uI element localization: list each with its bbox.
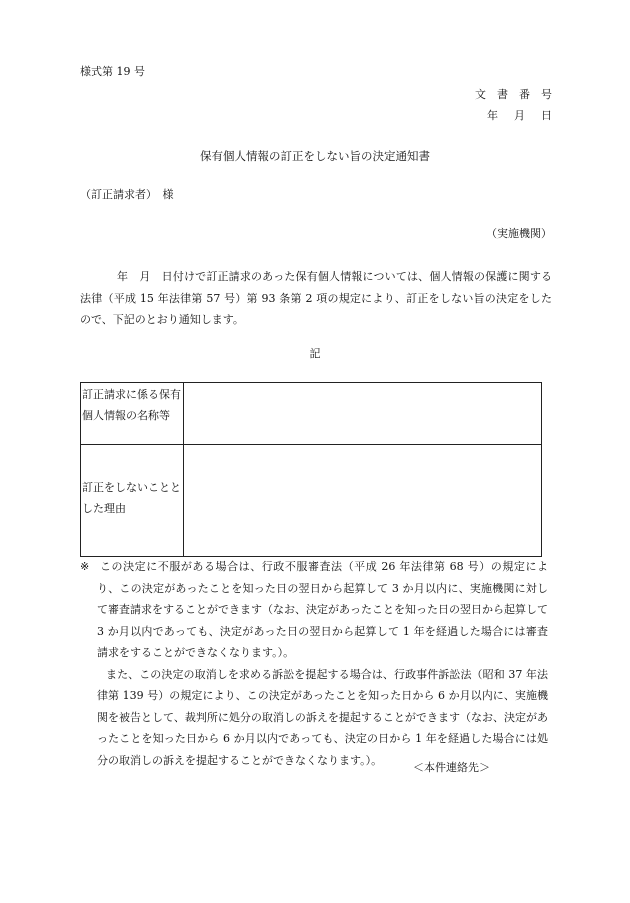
table-row	[81, 383, 542, 445]
notes-section	[80, 556, 548, 774]
issuing-agency: （実施機関）	[486, 227, 552, 240]
note-mark: ※	[80, 560, 90, 573]
ki-heading: 記	[309, 347, 321, 360]
note-paragraph-appeal	[97, 556, 548, 664]
document-title: 保有個人情報の訂正をしない旨の決定通知書	[200, 149, 430, 163]
date-label: 年月日	[487, 109, 568, 122]
info-table	[80, 382, 542, 557]
form-number: 様式第 19 号	[80, 65, 145, 78]
row-label-reason: 訂正をしないこととした理由	[81, 445, 184, 557]
body-paragraph: 年 月 日付けで訂正請求のあった保有個人情報については、個人情報の保護に関する法律（平成 15 年法律第 57 号）第 93 条第 2 項の規定により、訂正をしない旨の決定をしたので、下記のとおり通知します。	[80, 270, 552, 326]
document-number-label: 文書番号	[475, 88, 563, 101]
table-row	[81, 445, 542, 557]
addressee: （訂正請求者） 様	[80, 188, 174, 201]
row-label-info-name: 訂正請求に係る保有個人情報の名称等	[81, 383, 184, 445]
contact-label: ＜本件連絡先＞	[413, 761, 490, 774]
note-paragraph-appeal-text: この決定に不服がある場合は、行政不服審査法（平成 26 年法律第 68 号）の規定により、この決定があったことを知った日の翌日から起算して 3 か月以内に、実施機関に対して審査請求をすることができます（なお、決定があったことを知った日の翌日から起算して 3 か月以内であっても、決定があった日の翌日から起算して 1 年を経過した場合には審査請求をすることができなくなります。）。	[97, 560, 548, 659]
row-value-info-name	[184, 383, 542, 445]
note-paragraph-lawsuit: また、この決定の取消しを求める訴訟を提起する場合は、行政事件訴訟法（昭和 37 年法律第 139 号）の規定により、この決定があったことを知った日から 6 か月以内に、実施機関を被告として、裁判所に処分の取消しの訴えを提起することができます（なお、決定があったことを知った日から 6 か月以内であっても、決定の日から 1 年を経過した場合には処分の取消しの訴えを提起することができなくなります。）。	[97, 667, 548, 767]
row-value-reason	[184, 445, 542, 557]
